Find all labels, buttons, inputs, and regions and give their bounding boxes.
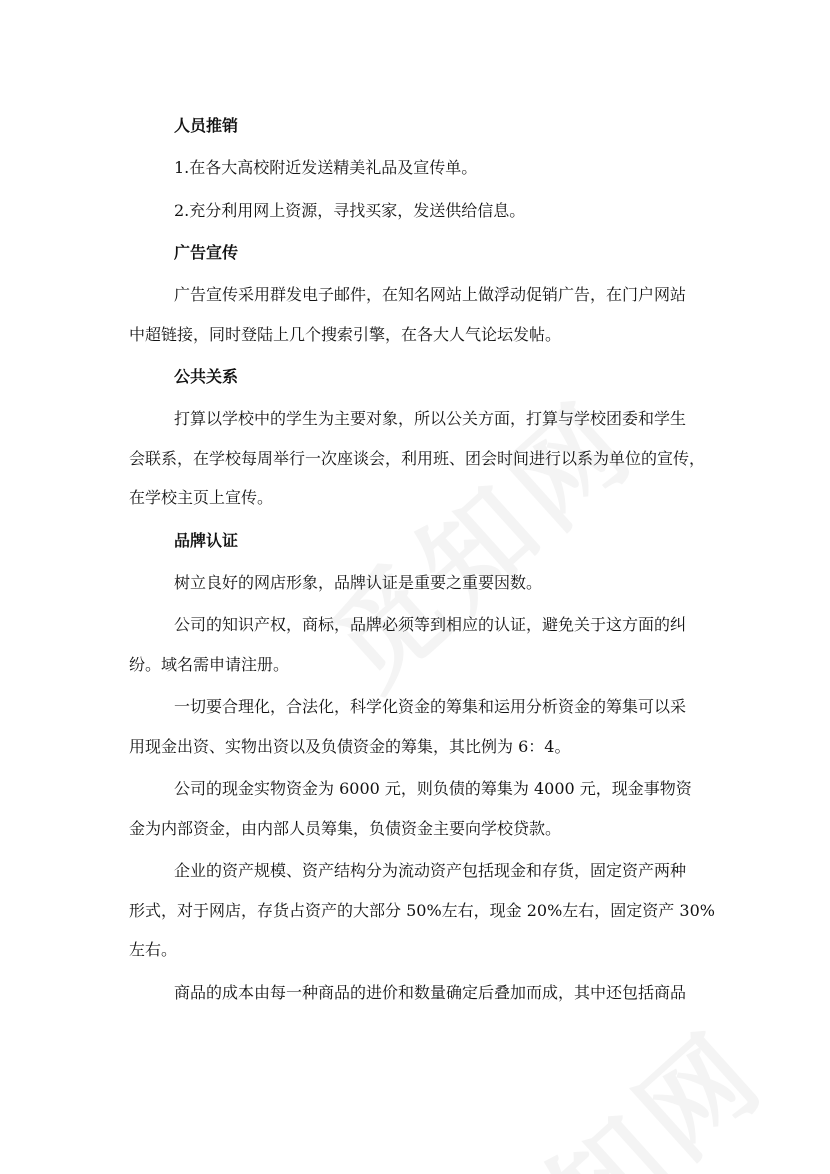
section-personnel-promotion: [129, 106, 707, 230]
text-line: 形式，对于网店，存货占资产的大部分 50%左右，现金 20%左右，固定资产 30%: [129, 900, 715, 920]
paragraph: [129, 605, 707, 684]
watermark: [420, 989, 793, 1174]
paragraph: [129, 399, 707, 518]
document-body: [129, 106, 715, 1015]
text-line: 企业的资产规模、资产结构分为流动资产包括现金和存货，固定资产两种: [174, 861, 687, 880]
paragraph: [129, 687, 707, 766]
paragraph: [129, 851, 715, 970]
section-public-relations: [129, 357, 707, 518]
section-heading: 人员推销: [174, 116, 239, 135]
section-heading: 广告宣传: [174, 243, 239, 262]
paragraph: [129, 563, 707, 603]
section-heading: 品牌认证: [174, 530, 239, 550]
paragraph: [129, 973, 707, 1013]
section-brand-certification: [129, 521, 715, 1013]
text-line: 用现金出资、实物出资以及负债资金的筹集，其比例为 6：4。: [129, 736, 571, 756]
text-line: 金为内部资金，由内部人员筹集，负债资金主要向学校贷款。: [129, 818, 562, 838]
paragraph: [129, 769, 707, 848]
paragraph: [129, 191, 707, 231]
text-line: 2.充分利用网上资源，寻找买家，发送供给信息。: [174, 200, 526, 220]
text-line: 打算以学校中的学生为主要对象，所以公关方面，打算与学校团委和学生: [174, 409, 687, 428]
paragraph: [129, 275, 707, 354]
text-line: 一切要合理化，合法化，科学化资金的筹集和运用分析资金的筹集可以采: [174, 697, 687, 716]
text-line: 纷。域名需申请注册。: [129, 654, 290, 674]
text-line: 会联系，在学校每周举行一次座谈会，利用班、团会时间进行以系为单位的宣传，: [129, 448, 706, 468]
text-line: 公司的现金实物资金为 6000 元，则负债的筹集为 4000 元，现金事物资: [174, 779, 692, 798]
text-line: 1.在各大高校附近发送精美礼品及宣传单。: [174, 158, 478, 177]
text-line: 中超链接，同时登陆上几个搜索引擎，在各大人气论坛发帖。: [129, 324, 562, 344]
section-heading: 公共关系: [174, 367, 239, 386]
text-line: 公司的知识产权，商标，品牌必须等到相应的认证，避免关于这方面的纠: [174, 615, 687, 634]
paragraph: [129, 148, 707, 188]
text-line: 商品的成本由每一种商品的进价和数量确定后叠加而成，其中还包括商品: [174, 982, 687, 1002]
text-line: 在学校主页上宣传。: [129, 488, 274, 507]
text-line: 广告宣传采用群发电子邮件，在知名网站上做浮动促销广告，在门户网站: [174, 285, 687, 304]
text-line: 树立良好的网店形象，品牌认证是重要之重要因数。: [174, 572, 543, 592]
section-advertising: [129, 233, 707, 354]
text-line: 左右。: [129, 940, 178, 959]
